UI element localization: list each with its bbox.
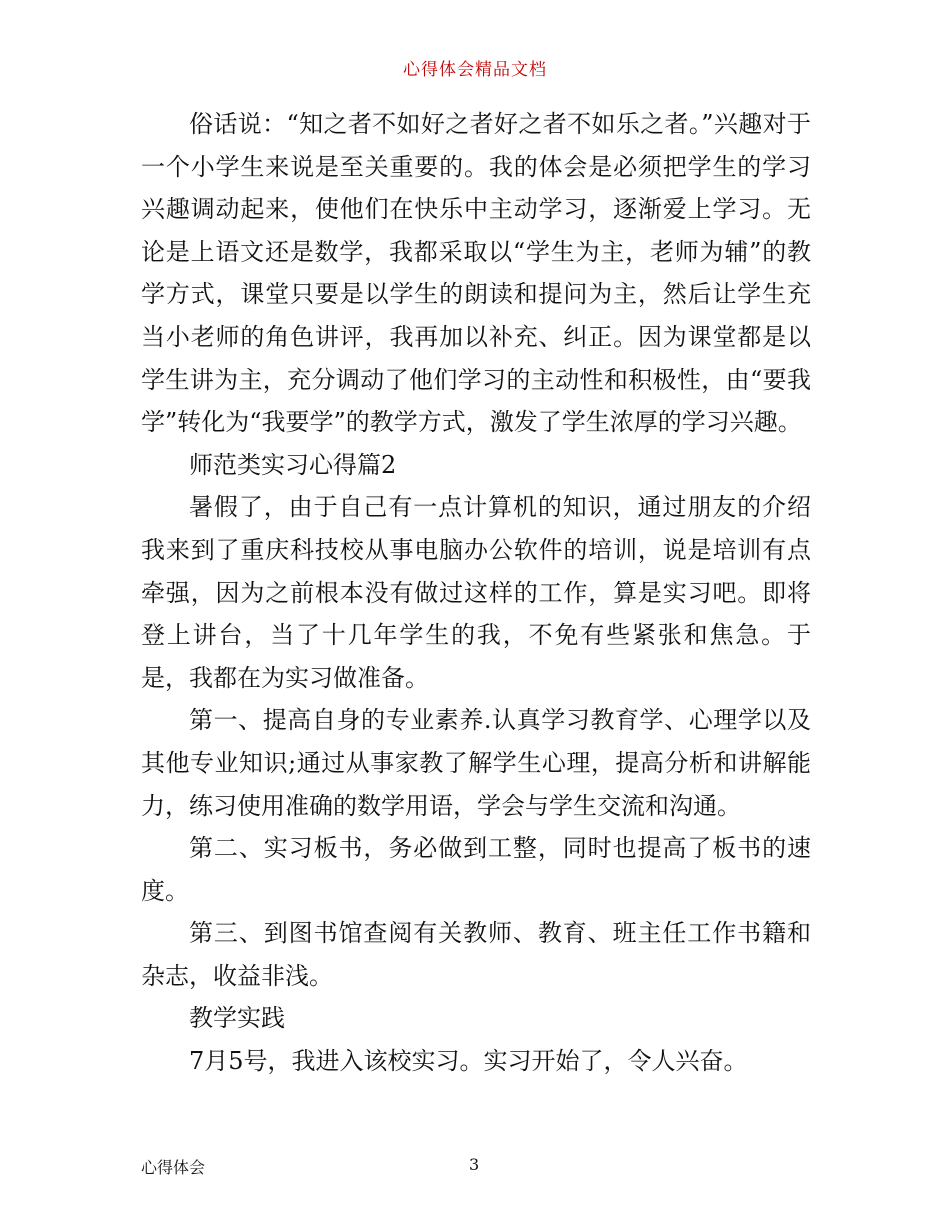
section-heading-part2: 师范类实习心得篇2: [189, 450, 397, 479]
section-heading-teaching-practice: 教学实践: [189, 1004, 285, 1033]
paragraph-first-point: 第一、提高自身的专业素养.认真学习教育学、心理学以及其他专业知识;通过从事家教了解学生心理，提高分析和讲解能力，练习使用准确的数学用语，学会与学生交流和沟通。: [141, 706, 811, 820]
paragraph-internship-start: 7月5号，我进入该校实习。实习开始了，令人兴奋。: [189, 1047, 748, 1076]
paragraph-interest: 俗话说：“知之者不如好之者好之者不如乐之者。”兴趣对于一个小学生来说是至关重要的。我的体会是必须把学生的学习兴趣调动起来，使他们在快乐中主动学习，逐渐爱上学习。无论是上语文还是数学，我都采取以“学生为主，老师为辅”的教学方式，课堂只要是以学生的朗读和提问为主，然后让学生充当小老师的角色讲评，我再加以补充、纠正。因为课堂都是以学生讲为主，充分调动了他们学习的主动性和积极性，由“要我学”转化为“我要学”的教学方式，激发了学生浓厚的学习兴趣。: [141, 110, 811, 437]
paragraph-second-point: 第二、实习板书，务必做到工整，同时也提高了板书的速度。: [141, 834, 811, 905]
paragraph-summer-training: 暑假了，由于自己有一点计算机的知识，通过朋友的介绍我来到了重庆科技校从事电脑办公软件的培训，说是培训有点牵强，因为之前根本没有做过这样的工作，算是实习吧。即将登上讲台，当了十几年学生的我，不免有些紧张和焦急。于是，我都在为实习做准备。: [141, 493, 811, 692]
document-body: [141, 103, 811, 1083]
page-header-title: 心得体会精品文档: [403, 60, 547, 80]
page-number: 3: [469, 1155, 480, 1174]
page-footer-label: 心得体会: [141, 1158, 206, 1177]
paragraph-third-point: 第三、到图书馆查阅有关教师、教育、班主任工作书籍和杂志，收益非浅。: [141, 919, 811, 990]
